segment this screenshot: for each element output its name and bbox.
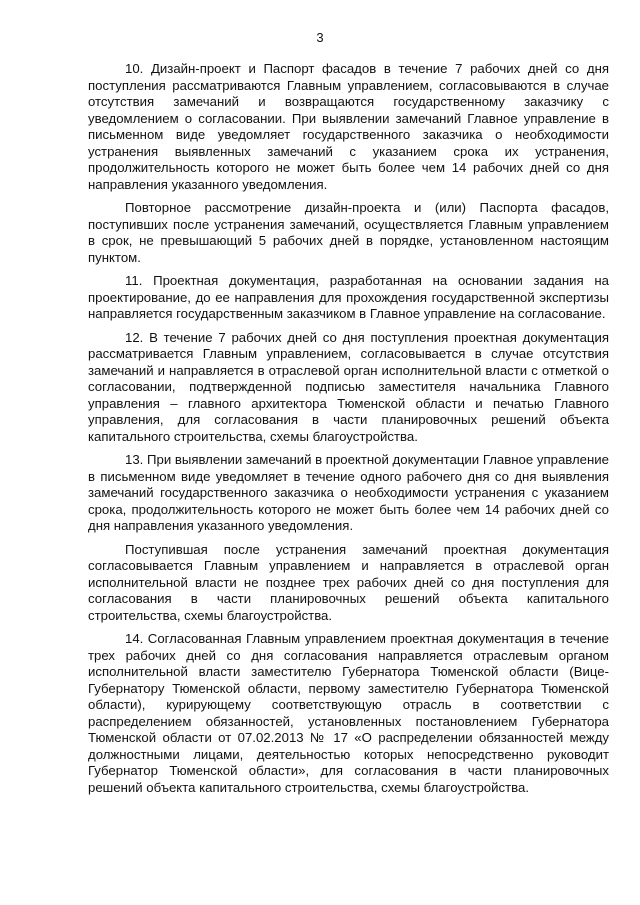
paragraph-13-resubmission: Поступившая после устранения замечаний проектная документация согласовывается Главным управлением и направляется в отраслевой орган исполнительной власти не позднее трех рабочих дней со дня поступления для согласования в части планировочных решений объекта капитального строительства, схемы благоустройства. — [88, 541, 609, 623]
paragraph-10: 10. Дизайн-проект и Паспорт фасадов в течение 7 рабочих дней со дня поступления рассматриваются Главным управлением, согласовываются в случае отсутствия замечаний и возвращаются государственному заказчику с уведомлением о согласовании. При выявлении замечаний Главное управление в письменном виде уведомляет государственного заказчика о необходимости устранения выявленных замечаний с указанием срока их устранения, продолжительность которого не может быть более чем 14 рабочих дней со дня направления указанного уведомления. — [88, 61, 609, 192]
page-number: 3 — [316, 30, 324, 45]
paragraph-13: 13. При выявлении замечаний в проектной документации Главное управление в письменном виде уведомляет в течение одного рабочего дня со дня выявления замечаний государственного заказчика о необходимости устранения с указанием срока, продолжительность которого не может быть более чем 14 рабочих дней со дня направления указанного уведомления. — [88, 452, 609, 533]
paragraph-11: 11. Проектная документация, разработанная на основании задания на проектирование, до ее направления для прохождения государственной экспертизы направляется государственным заказчиком в Главное управление на согласование. — [88, 273, 609, 321]
paragraph-14: 14. Согласованная Главным управлением проектная документация в течение трех рабочих дней со дня согласования направляется отраслевым органом исполнительной власти заместителю Губернатора Тюменской области (Вице-Губернатору Тюменской области, первому заместителю Губернатора Тюменской области), курирующему соответствующую отрасль в соответствии с распределением обязанностей, установленных постановлением Губернатора Тюменской области от 07.02.2013 № 17 «О распределении обязанностей между должностными лицами, деятельностью которых непосредственно руководит Губернатор Тюменской области», для согласования в части планировочных решений объекта капитального строительства, схемы благоустройства. — [88, 631, 609, 795]
paragraph-12: 12. В течение 7 рабочих дней со дня поступления проектная документация рассматривается Главным управлением, согласовывается в случае отсутствия замечаний и направляется в отраслевой орган исполнительной власти с отметкой о согласовании, подтвержденной подписью заместителя начальника Главного управления – главного архитектора Тюменской области и печатью Главного управления, для согласования в части планировочных решений объекта капитального строительства, схемы благоустройства. — [88, 329, 609, 444]
document-body — [88, 61, 609, 803]
paragraph-10-repeat-review: Повторное рассмотрение дизайн-проекта и (или) Паспорта фасадов, поступивших после устранения замечаний, осуществляется Главным управлением в срок, не превышающий 5 рабочих дней в порядке, установленном настоящим пунктом. — [88, 200, 609, 265]
